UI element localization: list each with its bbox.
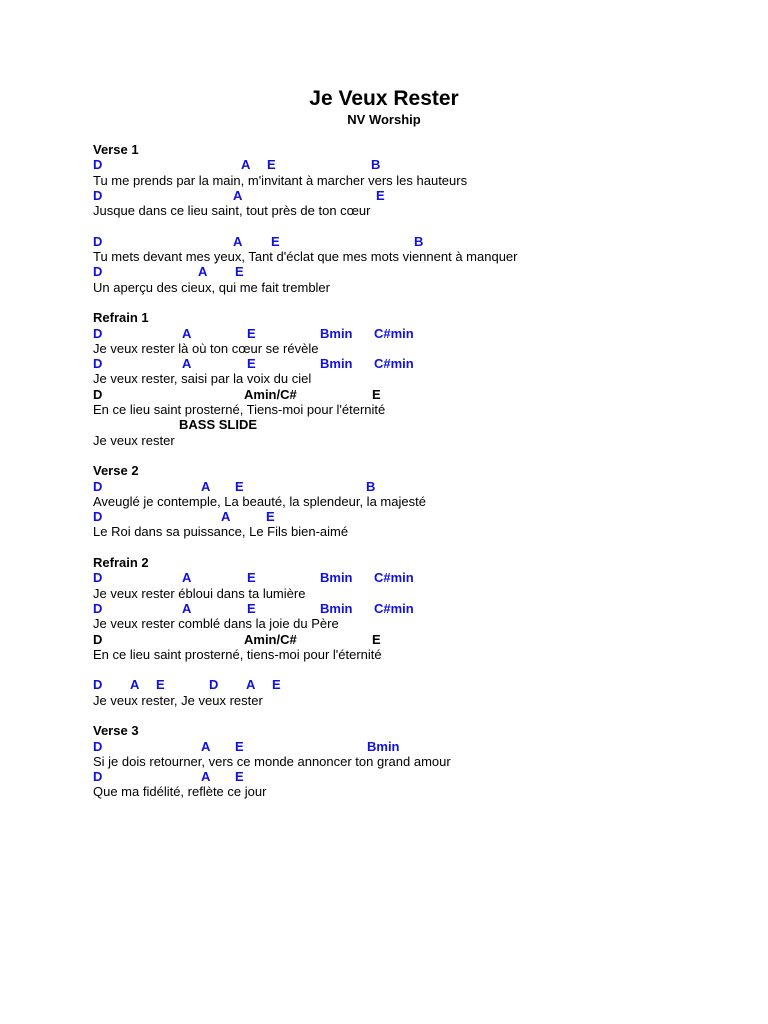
chord: E [235, 264, 244, 280]
chord: A [182, 570, 192, 586]
chord-line [93, 769, 733, 784]
chord: D [93, 600, 103, 616]
chord: Bmin [367, 738, 400, 754]
chord: E [156, 677, 165, 693]
chord: D [93, 509, 103, 525]
chord: D [93, 738, 103, 754]
chord: A [182, 356, 192, 372]
chord: C#min [374, 325, 414, 341]
chord-line [93, 570, 733, 585]
chord-line [93, 356, 733, 371]
lyric-line: Que ma fidélité, reflète ce jour [93, 784, 267, 800]
chord: A [201, 478, 211, 494]
chord: Bmin [320, 600, 353, 616]
chord-line [93, 479, 733, 494]
lyric-line: Je veux rester là où ton cœur se révèle [93, 340, 319, 356]
chord: E [247, 356, 256, 372]
lyric-line: Je veux rester, Je veux rester [93, 692, 263, 708]
lyric-line: Tu me prends par la main, m'invitant à marcher vers les hauteurs [93, 172, 468, 188]
chord: E [271, 233, 280, 249]
stanza-spacer [93, 662, 733, 677]
song-title: Je Veux Rester [309, 87, 459, 110]
lyric-line: Le Roi dans sa puissance, Le Fils bien-aimé [93, 524, 349, 540]
chord: D [93, 157, 103, 173]
chord: B [371, 157, 381, 173]
chord: Bmin [320, 325, 353, 341]
chord-line [93, 326, 733, 341]
chord: D [93, 386, 103, 402]
section-heading: Verse 2 [93, 463, 139, 479]
chord-line [93, 188, 733, 203]
chord: E [272, 677, 281, 693]
lyric-line: En ce lieu saint prosterné, Tiens-moi pour l'éternité [93, 402, 386, 418]
chord-line [93, 509, 733, 524]
chord: D [93, 631, 103, 647]
chord-line [93, 387, 733, 402]
chord: A [201, 738, 211, 754]
chord: D [93, 233, 103, 249]
section-spacer [93, 540, 733, 555]
chord: A [233, 233, 243, 249]
section-heading: Refrain 2 [93, 555, 149, 571]
chord-line [93, 157, 733, 172]
lyric-line: Jusque dans ce lieu saint, tout près de ton cœur [93, 203, 371, 219]
chord: Bmin [320, 356, 353, 372]
chord: D [93, 356, 103, 372]
chord: E [247, 570, 256, 586]
chord: C#min [374, 356, 414, 372]
chord: Bmin [320, 570, 353, 586]
section-spacer [93, 448, 733, 463]
lyric-line: Aveuglé je contemple, La beauté, la splendeur, la majesté [93, 493, 426, 509]
chord-line [93, 264, 733, 279]
chord: E [247, 325, 256, 341]
chord-line [93, 417, 733, 432]
chord: A [241, 157, 251, 173]
chord: E [235, 738, 244, 754]
chord: E [372, 631, 381, 647]
chord: D [93, 187, 103, 203]
chord: Amin/C# [244, 631, 297, 647]
chord: A [182, 325, 192, 341]
chord: D [93, 325, 103, 341]
chord: D [93, 264, 103, 280]
chord-line [93, 601, 733, 616]
chord: BASS SLIDE [179, 417, 258, 433]
chord: A [233, 187, 243, 203]
chord: E [372, 386, 381, 402]
chord: D [93, 570, 103, 586]
chord: D [93, 478, 103, 494]
chord-line [93, 234, 733, 249]
lyric-line: Je veux rester comblé dans la joie du Père [93, 616, 339, 632]
chord: Amin/C# [244, 386, 297, 402]
lyric-line: Tu mets devant mes yeux, Tant d'éclat que mes mots viennent à manquer [93, 249, 518, 265]
chord: A [221, 509, 231, 525]
lyric-line: Je veux rester [93, 432, 175, 448]
chord-line [93, 739, 733, 754]
lyric-line: En ce lieu saint prosterné, tiens-moi pour l'éternité [93, 646, 382, 662]
chord: C#min [374, 570, 414, 586]
chord: A [201, 769, 211, 785]
chord: E [376, 187, 385, 203]
section-spacer [93, 708, 733, 723]
song-artist: NV Worship [347, 112, 421, 127]
chord: D [93, 677, 103, 693]
chord: A [246, 677, 256, 693]
lyric-line: Je veux rester, saisi par la voix du ciel [93, 371, 312, 387]
chord-line [93, 632, 733, 647]
stanza-spacer [93, 218, 733, 233]
chord: D [209, 677, 219, 693]
section-heading: Verse 1 [93, 142, 139, 157]
section-heading: Refrain 1 [93, 310, 149, 326]
chord: E [266, 509, 275, 525]
chord-sheet [93, 142, 733, 800]
chord: C#min [374, 600, 414, 616]
section-spacer [93, 295, 733, 310]
chord: D [93, 769, 103, 785]
chord: A [130, 677, 140, 693]
chord: E [235, 769, 244, 785]
lyric-line: Un aperçu des cieux, qui me fait trembler [93, 279, 330, 295]
section-heading: Verse 3 [93, 723, 139, 739]
chord: A [182, 600, 192, 616]
chord-line [93, 677, 733, 692]
chord: B [366, 478, 376, 494]
chord: A [198, 264, 208, 280]
chord: E [235, 478, 244, 494]
lyric-line: Si je dois retourner, vers ce monde annoncer ton grand amour [93, 753, 451, 769]
chord: E [247, 600, 256, 616]
chord: B [414, 233, 424, 249]
chord: E [267, 157, 276, 173]
lyric-line: Je veux rester ébloui dans ta lumière [93, 585, 306, 601]
